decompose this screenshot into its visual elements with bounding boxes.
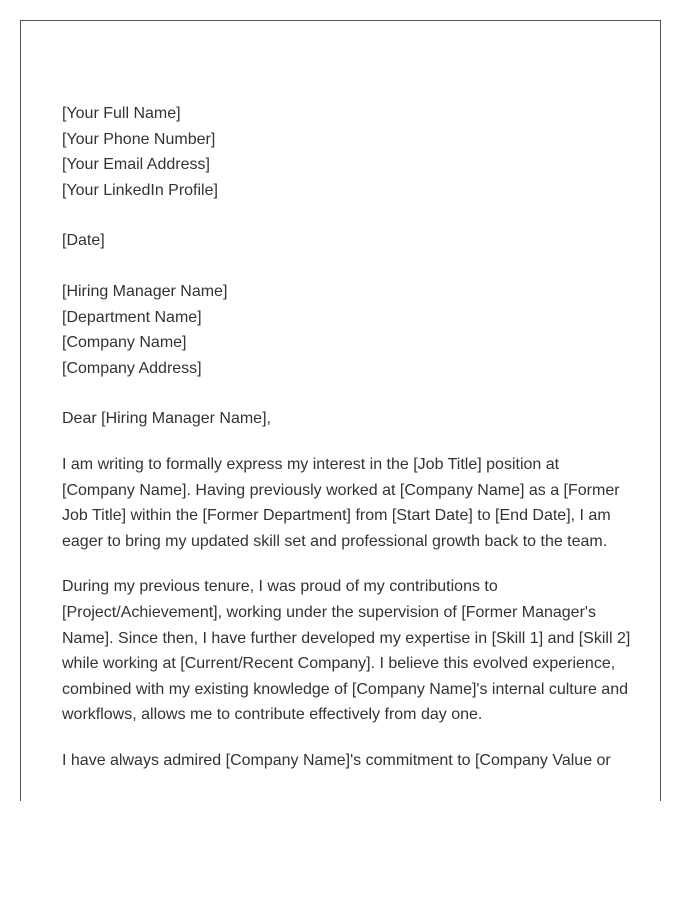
sender-linkedin: [Your LinkedIn Profile] [62, 181, 218, 199]
letter-date: [Date] [62, 232, 105, 250]
body-paragraph-2: During my previous tenure, I was proud of my contributions to [Project/Achievement], working under the supervision of [Former Manager's Name]. Since then, I have further developed my expertise in [Skill 1] and [Skill 2] while working at [Current/Recent Company]. I believe this evolved experience, combined with my existing knowledge of [Company Name]'s internal culture and workflows, allows me to contribute effectively from day one. [62, 578, 631, 724]
body-paragraph-1: I am writing to formally express my interest in the [Job Title] position at [Company Name]. Having previously worked at [Company Name] as a [Former Job Title] within the [Former Department] from [Start Date] to [End Date], I am eager to bring my updated skill set and professional growth back to the team. [62, 455, 620, 550]
letter-content [62, 101, 632, 773]
sender-block [62, 101, 632, 203]
salutation: Dear [Hiring Manager Name], [62, 410, 271, 428]
salutation-block [62, 406, 632, 432]
sender-email: [Your Email Address] [62, 156, 210, 174]
recipient-block [62, 279, 632, 381]
recipient-company: [Company Name] [62, 334, 187, 352]
recipient-address: [Company Address] [62, 359, 202, 377]
sender-name: [Your Full Name] [62, 105, 181, 122]
date-block [62, 228, 632, 254]
letter-page [20, 20, 661, 801]
recipient-department: [Department Name] [62, 308, 202, 326]
recipient-name: [Hiring Manager Name] [62, 282, 228, 300]
body-paragraph-3: I have always admired [Company Name]'s commitment to [Company Value or [62, 751, 611, 769]
sender-phone: [Your Phone Number] [62, 130, 216, 148]
